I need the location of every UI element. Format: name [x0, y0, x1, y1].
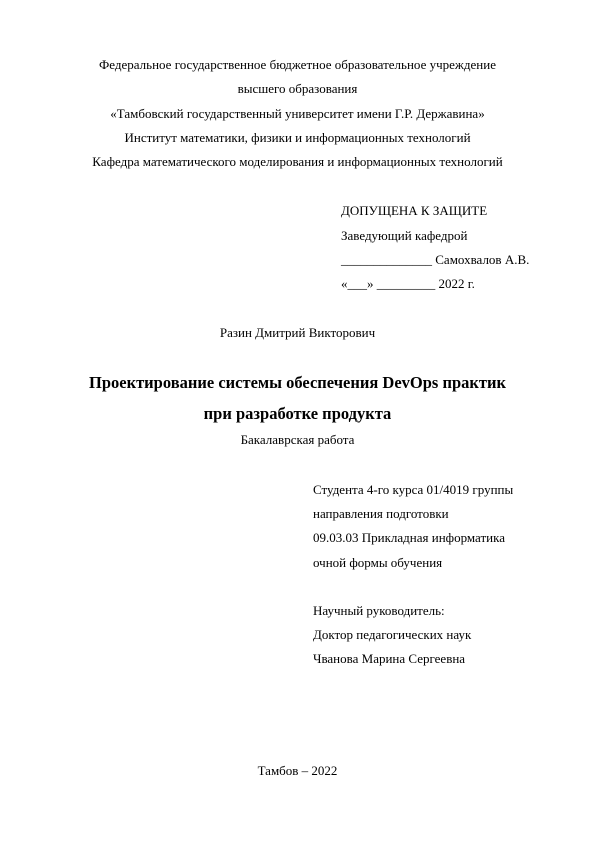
- institution-line-2: высшего образования: [237, 81, 358, 96]
- approval-status: ДОПУЩЕНА К ЗАЩИТЕ: [341, 203, 488, 218]
- student-form: очной формы обучения: [313, 555, 443, 570]
- supervisor-degree: Доктор педагогических наук: [313, 627, 472, 642]
- approval-role: Заведующий кафедрой: [341, 228, 468, 243]
- author-name: Разин Дмитрий Викторович: [219, 325, 376, 340]
- institution-line-1: Федеральное государственное бюджетное образовательное учреждение: [99, 57, 496, 72]
- city-year: Тамбов – 2022: [257, 763, 338, 778]
- student-direction-label: направления подготовки: [313, 506, 449, 521]
- supervisor-name: Чванова Марина Сергеевна: [313, 651, 466, 666]
- student-direction: 09.03.03 Прикладная информатика: [313, 530, 505, 545]
- approval-signature: ______________ Самохвалов А.В.: [341, 252, 530, 267]
- approval-date: «___» _________ 2022 г.: [341, 276, 475, 291]
- thesis-title-line-2: при разработке продукта: [203, 404, 392, 423]
- university-name: «Тамбовский государственный университет имени Г.Р. Державина»: [110, 106, 485, 121]
- institute-name: Институт математики, физики и информационных технологий: [124, 130, 471, 145]
- department-name: Кафедра математического моделирования и информационных технологий: [92, 154, 503, 169]
- thesis-title-line-1: Проектирование системы обеспечения DevOps практик: [88, 373, 507, 392]
- work-type: Бакалаврская работа: [240, 432, 355, 447]
- supervisor-label: Научный руководитель:: [313, 603, 445, 618]
- student-course: Студента 4-го курса 01/4019 группы: [313, 482, 514, 497]
